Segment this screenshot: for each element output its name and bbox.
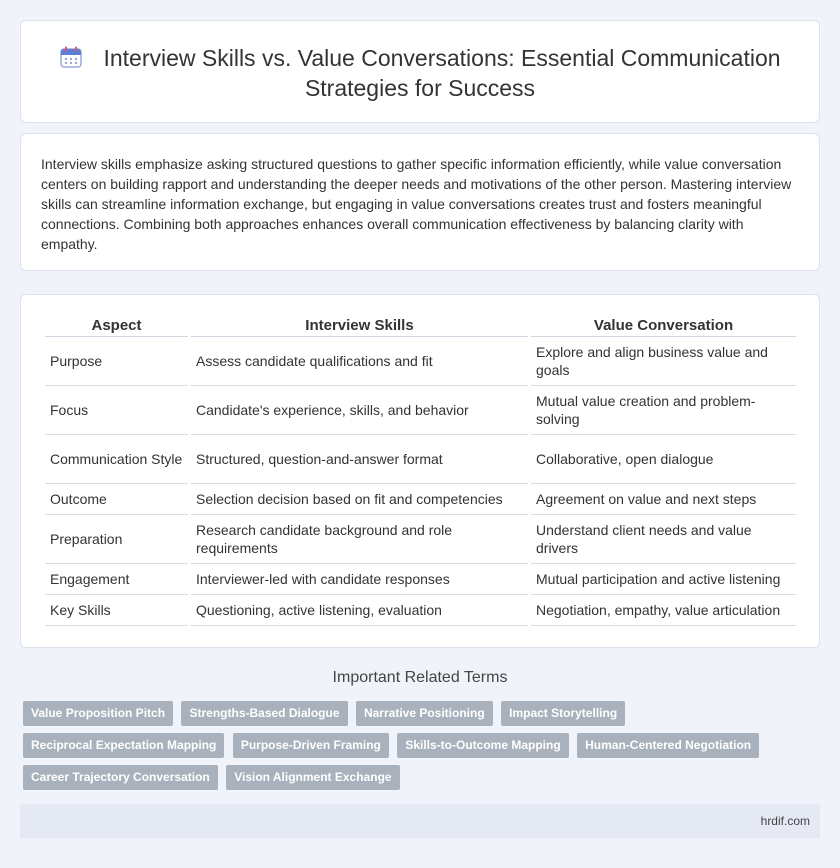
related-term-tag[interactable]: Skills-to-Outcome Mapping (397, 733, 568, 758)
related-terms-list (23, 701, 803, 797)
table-cell: Focus (45, 386, 188, 435)
table-cell: Candidate's experience, skills, and behavior (191, 386, 528, 435)
intro-card (20, 133, 820, 271)
related-term-tag[interactable]: Vision Alignment Exchange (226, 765, 399, 790)
table-cell: Collaborative, open dialogue (531, 435, 796, 484)
related-term-tag[interactable]: Strengths-Based Dialogue (181, 701, 347, 726)
table-cell: Outcome (45, 484, 188, 515)
table-cell: Communication Style (45, 435, 188, 484)
table-cell: Key Skills (45, 595, 188, 626)
table-cell: Interviewer-led with candidate responses (191, 564, 528, 595)
related-term-tag[interactable]: Purpose-Driven Framing (233, 733, 389, 758)
header-value-conversation: Value Conversation (531, 313, 796, 337)
table-cell: Mutual participation and active listening (531, 564, 796, 595)
header-aspect: Aspect (45, 313, 188, 337)
related-term-tag[interactable]: Narrative Positioning (356, 701, 493, 726)
table-row (45, 337, 796, 386)
table-cell: Mutual value creation and problem-solving (531, 386, 796, 435)
table-row (45, 386, 796, 435)
footer-site-link[interactable]: hrdif.com (760, 814, 810, 828)
table-cell: Agreement on value and next steps (531, 484, 796, 515)
table-row (45, 515, 796, 564)
table-cell: Negotiation, empathy, value articulation (531, 595, 796, 626)
related-terms-title: Important Related Terms (332, 669, 508, 686)
table-row (45, 484, 796, 515)
footer (20, 804, 820, 838)
table-cell: Research candidate background and role requirements (191, 515, 528, 564)
table-row (45, 564, 796, 595)
table-cell: Explore and align business value and goals (531, 337, 796, 386)
table-cell: Assess candidate qualifications and fit (191, 337, 528, 386)
table-header-row (45, 313, 796, 337)
table-cell: Preparation (45, 515, 188, 564)
comparison-table-card (20, 294, 820, 648)
header-interview-skills: Interview Skills (191, 313, 528, 337)
table-cell: Understand client needs and value drivers (531, 515, 796, 564)
related-term-tag[interactable]: Impact Storytelling (501, 701, 625, 726)
table-cell: Selection decision based on fit and competencies (191, 484, 528, 515)
page-title-text: Interview Skills vs. Value Conversations: Essential Communication Strategies for Success (103, 45, 781, 101)
table-cell: Questioning, active listening, evaluation (191, 595, 528, 626)
comparison-table (42, 313, 799, 626)
page-title (21, 43, 819, 103)
related-term-tag[interactable]: Human-Centered Negotiation (577, 733, 759, 758)
related-term-tag[interactable]: Reciprocal Expectation Mapping (23, 733, 224, 758)
table-cell: Purpose (45, 337, 188, 386)
title-card (20, 20, 820, 123)
table-row (45, 595, 796, 626)
calendar-icon (59, 45, 83, 69)
table-cell: Engagement (45, 564, 188, 595)
related-term-tag[interactable]: Value Proposition Pitch (23, 701, 173, 726)
intro-paragraph: Interview skills emphasize asking structured questions to gather specific information efficiently, while value conversation centers on building rapport and understanding the deeper needs and motivations of the other person. Mastering interview skills can streamline information exchange, but engaging in value conversations creates trust and fosters meaningful connections. Combining both approaches enhances overall communication effectiveness by balancing clarity with empathy. (41, 156, 792, 252)
table-cell: Structured, question-and-answer format (191, 435, 528, 484)
table-row (45, 435, 796, 484)
related-term-tag[interactable]: Career Trajectory Conversation (23, 765, 218, 790)
